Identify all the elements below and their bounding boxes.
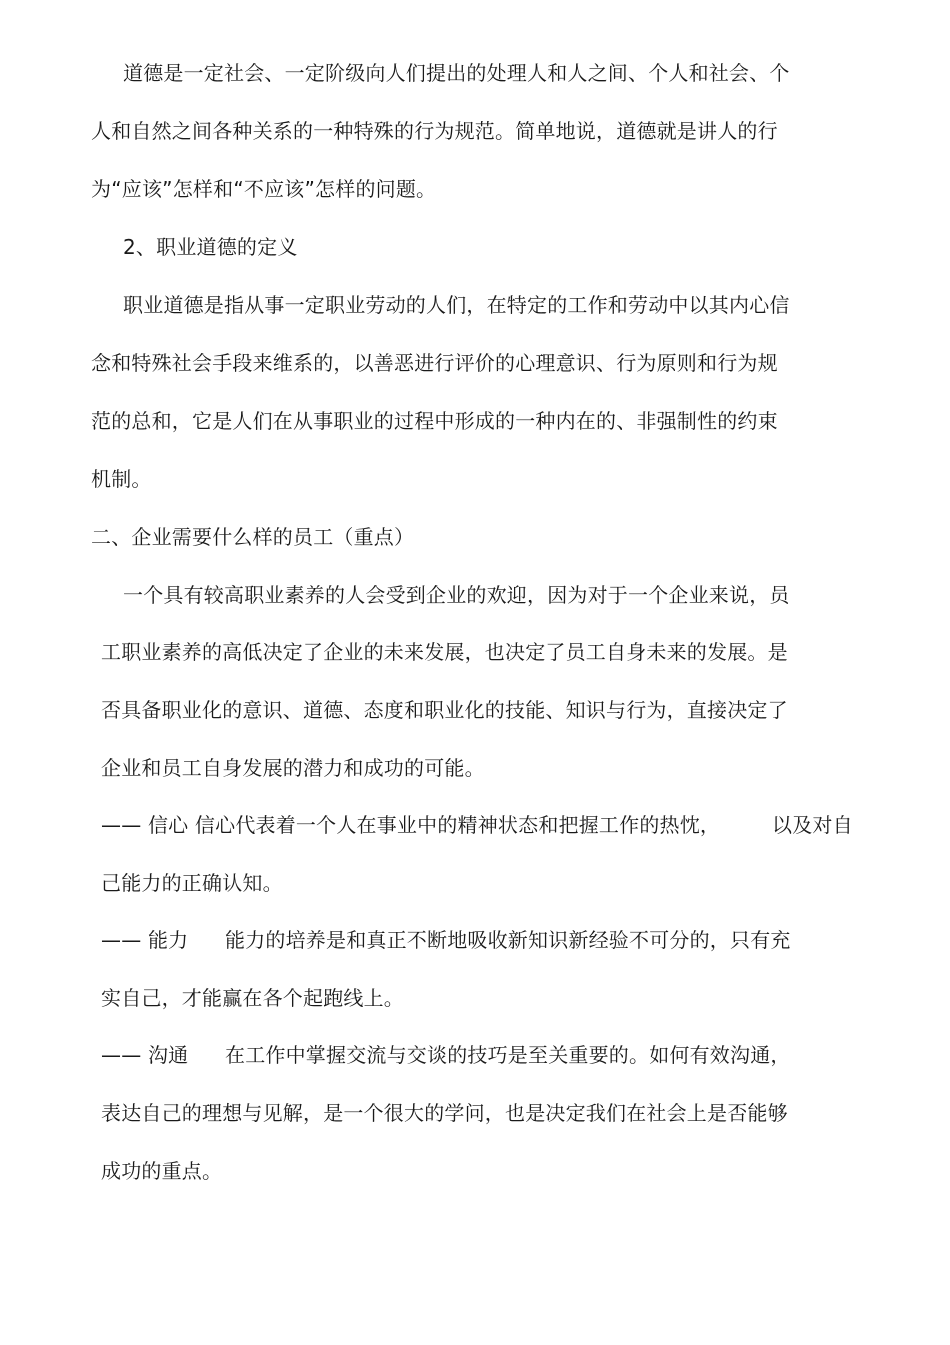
list-item-ability-text: 能力的培养是和真正不断地吸收新知识新经验不可分的，只有充 [225, 928, 791, 952]
paragraph-line: 一个具有较高职业素养的人会受到企业的欢迎，因为对于一个企业来说，员 [123, 583, 790, 607]
paragraph-line: 道德是一定社会、一定阶级向人们提出的处理人和人之间、个人和社会、个 [123, 61, 790, 85]
paragraph-line: 范的总和，它是人们在从事职业的过程中形成的一种内在的、非强制性的约束 [91, 409, 778, 433]
paragraph-line: 念和特殊社会手段来维系的，以善恶进行评价的心理意识、行为原则和行为规 [91, 351, 778, 375]
section-heading: 二、企业需要什么样的员工（重点） [91, 525, 415, 549]
paragraph-line: 机制。 [91, 467, 152, 491]
list-item-confidence: —— 信心 信心代表着一个人在事业中的精神状态和把握工作的热忱， [101, 813, 721, 837]
paragraph-line: 职业道德是指从事一定职业劳动的人们，在特定的工作和劳动中以其内心信 [123, 293, 790, 317]
paragraph-line: 表达自己的理想与见解，是一个很大的学问，也是决定我们在社会上是否能够 [101, 1101, 788, 1125]
paragraph-line: 为“应该”怎样和“不应该”怎样的问题。 [91, 177, 437, 201]
list-item-confidence-continuation: 以及对自 [772, 813, 853, 837]
section-heading: 2、职业道德的定义 [123, 235, 298, 259]
paragraph-line: 实自己，才能赢在各个起跑线上。 [101, 986, 404, 1010]
paragraph-line: 人和自然之间各种关系的一种特殊的行为规范。简单地说，道德就是讲人的行 [91, 119, 778, 143]
list-item-ability-label: —— 能力 [101, 928, 189, 952]
paragraph-line: 工职业素养的高低决定了企业的未来发展，也决定了员工自身未来的发展。是 [101, 640, 788, 664]
list-item-communication-text: 在工作中掌握交流与交谈的技巧是至关重要的。如何有效沟通， [225, 1043, 791, 1067]
paragraph-line: 否具备职业化的意识、道德、态度和职业化的技能、知识与行为，直接决定了 [101, 698, 788, 722]
list-item-communication-label: —— 沟通 [101, 1043, 189, 1067]
paragraph-line: 企业和员工自身发展的潜力和成功的可能。 [101, 756, 485, 780]
paragraph-line: 成功的重点。 [101, 1159, 223, 1183]
paragraph-line: 己能力的正确认知。 [101, 871, 283, 895]
